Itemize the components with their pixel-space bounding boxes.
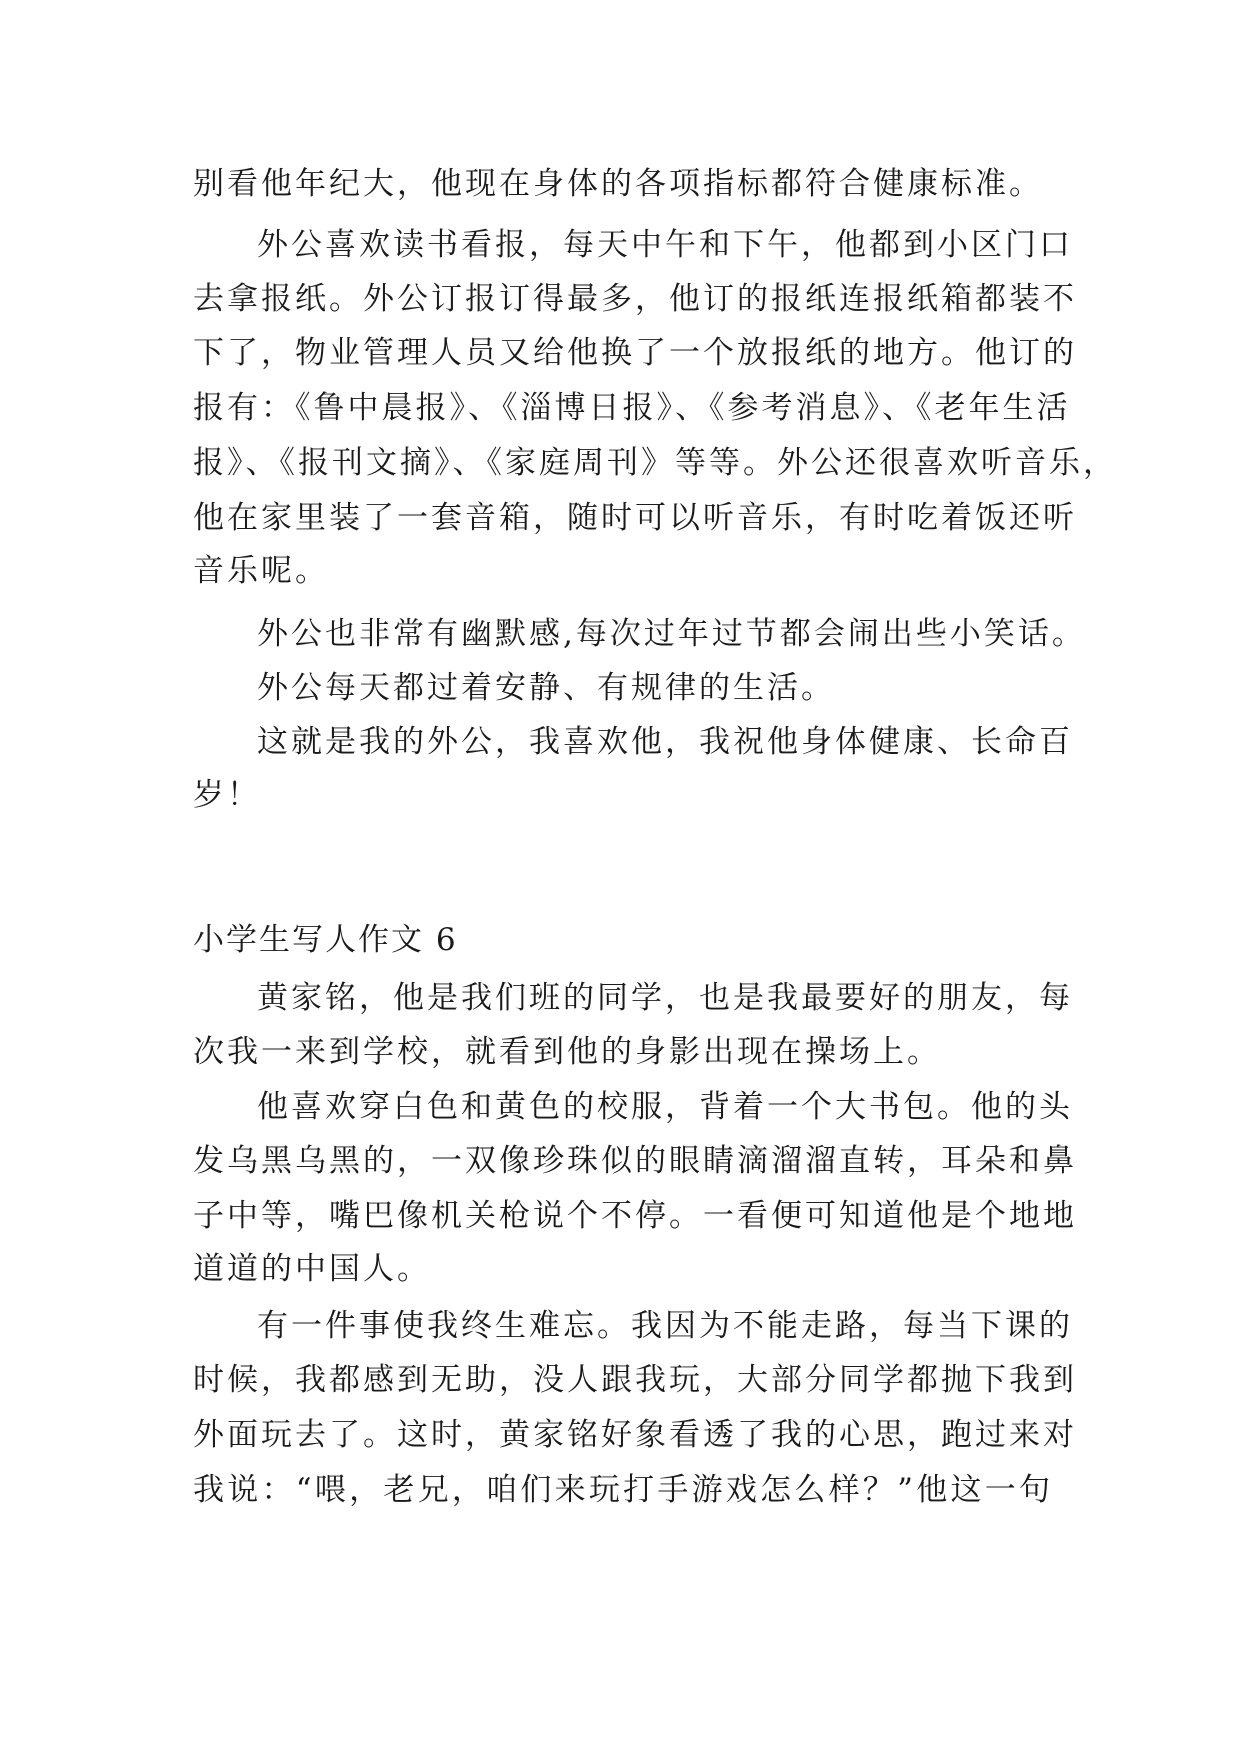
paragraph-line: 这就是我的外公，我喜欢他，我祝他身体健康、长命百 xyxy=(257,724,1073,760)
paragraph-line: 子中等，嘴巴像机关枪说个不停。一看便可知道他是个地地 xyxy=(193,1198,1077,1234)
paragraph-line: 有一件事使我终生难忘。我因为不能走路，每当下课的 xyxy=(257,1308,1073,1344)
paragraph-line: 去拿报纸。外公订报订得最多，他订的报纸连报纸箱都装不 xyxy=(193,281,1077,317)
paragraph-line: 黄家铭，他是我们班的同学，也是我最要好的朋友，每 xyxy=(257,980,1073,1016)
paragraph-line: 岁！ xyxy=(193,777,261,813)
paragraph-line: 次我一来到学校，就看到他的身影出现在操场上。 xyxy=(193,1034,941,1070)
paragraph-line: 下了，物业管理人员又给他换了一个放报纸的地方。他订的 xyxy=(193,335,1077,371)
paragraph-line: 外公每天都过着安静、有规律的生活。 xyxy=(257,670,835,706)
paragraph-line: 音乐呢。 xyxy=(193,553,329,589)
paragraph-line: 报有：《鲁中晨报》、《淄博日报》、《参考消息》、《老年生活 xyxy=(193,390,1071,426)
paragraph-line: 他喜欢穿白色和黄色的校服，背着一个大书包。他的头 xyxy=(257,1089,1073,1125)
paragraph-line: 别看他年纪大，他现在身体的各项指标都符合健康标准。 xyxy=(193,166,1043,202)
paragraph-line: 发乌黑乌黑的，一双像珍珠似的眼睛滴溜溜直转，耳朵和鼻 xyxy=(193,1143,1077,1179)
section-heading: 小学生写人作文 6 xyxy=(193,922,458,958)
paragraph-line: 外面玩去了。这时，黄家铭好象看透了我的心思，跑过来对 xyxy=(193,1417,1077,1453)
paragraph-line: 报》、《报刊文摘》、《家庭周刊》等等。外公还很喜欢听音乐， xyxy=(193,445,1117,481)
paragraph-line: 外公也非常有幽默感,每次过年过节都会闹出些小笑话。 xyxy=(257,616,1086,652)
paragraph-line: 他在家里装了一套音箱，随时可以听音乐，有时吃着饭还听 xyxy=(193,500,1077,536)
paragraph-line: 外公喜欢读书看报，每天中午和下午，他都到小区门口 xyxy=(257,227,1073,263)
paragraph-line: 道道的中国人。 xyxy=(193,1251,431,1287)
paragraph-line: 时候，我都感到无助，没人跟我玩，大部分同学都抛下我到 xyxy=(193,1362,1077,1398)
paragraph-line: 我说：“喂，老兄，咱们来玩打手游戏怎么样？”他这一句 xyxy=(193,1472,1053,1508)
